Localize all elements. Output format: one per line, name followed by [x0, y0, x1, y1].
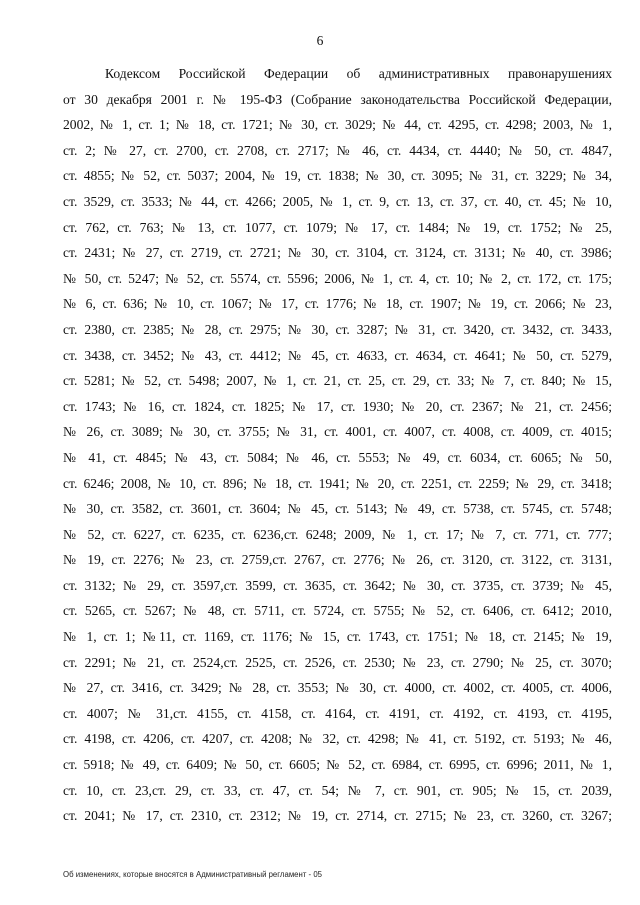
text-line: № 27, ст. 3416, ст. 3429; № 28, ст. 3553; № 30, ст. 4000, ст. 4002, ст. 4005, ст. 4006, — [63, 680, 612, 696]
text-line: ст. 2041; № 17, ст. 2310, ст. 2312; № 19, ст. 2714, ст. 2715; № 23, ст. 3260, ст. 3267; — [63, 808, 612, 824]
text-line: № 41, ст. 4845; № 43, ст. 5084; № 46, ст. 5553; № 49, ст. 6034, ст. 6065; № 50, — [63, 449, 612, 465]
text-line: от 30 декабря 2001 г. № 195-ФЗ (Собрание законодательства Российской Федерации, — [63, 91, 612, 107]
text-line: ст. 5281; № 52, ст. 5498; 2007, № 1, ст. 21, ст. 25, ст. 29, ст. 33; № 7, ст. 840; № 15, — [63, 373, 612, 389]
text-line: ст. 2; № 27, ст. 2700, ст. 2708, ст. 2717; № 46, ст. 4434, ст. 4440; № 50, ст. 4847, — [63, 142, 612, 158]
text-line: № 26, ст. 3089; № 30, ст. 3755; № 31, ст. 4001, ст. 4007, ст. 4008, ст. 4009, ст. 4015; — [63, 424, 612, 440]
text-line: ст. 10, ст. 23,ст. 29, ст. 33, ст. 47, ст. 54; № 7, ст. 901, ст. 905; № 15, ст. 2039, — [63, 782, 612, 798]
text-line: Кодексом Российской Федерации об административных правонарушениях — [105, 66, 612, 81]
text-line: ст. 3132; № 29, ст. 3597,ст. 3599, ст. 3635, ст. 3642; № 30, ст. 3735, ст. 3739; № 45, — [63, 577, 612, 593]
text-line: ст. 4007; № 31,ст. 4155, ст. 4158, ст. 4164, ст. 4191, ст. 4192, ст. 4193, ст. 4195, — [63, 705, 612, 721]
text-line: ст. 5265, ст. 5267; № 48, ст. 5711, ст. 5724, ст. 5755; № 52, ст. 6406, ст. 6412; 2010, — [63, 603, 612, 619]
page-footer: Об изменениях, которые вносятся в Административный регламент - 05 — [63, 870, 322, 879]
text-line: № 19, ст. 2276; № 23, ст. 2759,ст. 2767, ст. 2776; № 26, ст. 3120, ст. 3122, ст. 3131, — [63, 552, 612, 568]
text-line: ст. 2291; № 21, ст. 2524,ст. 2525, ст. 2526, ст. 2530; № 23, ст. 2790; № 25, ст. 3070; — [63, 654, 612, 670]
text-line: ст. 2431; № 27, ст. 2719, ст. 2721; № 30, ст. 3104, ст. 3124, ст. 3131; № 40, ст. 3986; — [63, 245, 612, 261]
text-line: ст. 3529, ст. 3533; № 44, ст. 4266; 2005, № 1, ст. 9, ст. 13, ст. 37, ст. 40, ст. 45; № 10, — [63, 193, 612, 209]
text-line: ст. 1743; № 16, ст. 1824, ст. 1825; № 17, ст. 1930; № 20, ст. 2367; № 21, ст. 2456; — [63, 398, 612, 414]
text-line: № 6, ст. 636; № 10, ст. 1067; № 17, ст. 1776; № 18, ст. 1907; № 19, ст. 2066; № 23, — [63, 296, 612, 312]
text-line: ст. 3438, ст. 3452; № 43, ст. 4412; № 45, ст. 4633, ст. 4634, ст. 4641; № 50, ст. 5279, — [63, 347, 612, 363]
text-line: ст. 4198, ст. 4206, ст. 4207, ст. 4208; № 32, ст. 4298; № 41, ст. 5192, ст. 5193; № 46, — [63, 731, 612, 747]
document-body — [63, 61, 612, 829]
text-line: № 1, ст. 1; №11, ст. 1169, ст. 1176; № 15, ст. 1743, ст. 1751; № 18, ст. 2145; № 19, — [63, 629, 612, 645]
text-line: ст. 762, ст. 763; № 13, ст. 1077, ст. 1079; № 17, ст. 1484; № 19, ст. 1752; № 25, — [63, 219, 612, 235]
text-line: ст. 2380, ст. 2385; № 28, ст. 2975; № 30, ст. 3287; № 31, ст. 3420, ст. 3432, ст. 3433, — [63, 321, 612, 337]
text-line: № 52, ст. 6227, ст. 6235, ст. 6236,ст. 6248; 2009, № 1, ст. 17; № 7, ст. 771, ст. 777; — [63, 526, 612, 542]
text-line: ст. 6246; 2008, № 10, ст. 896; № 18, ст. 1941; № 20, ст. 2251, ст. 2259; № 29, ст. 3418; — [63, 475, 612, 491]
text-line: № 30, ст. 3582, ст. 3601, ст. 3604; № 45, ст. 5143; № 49, ст. 5738, ст. 5745, ст. 5748; — [63, 501, 612, 517]
page-number: 6 — [316, 33, 324, 48]
text-line: № 50, ст. 5247; № 52, ст. 5574, ст. 5596; 2006, № 1, ст. 4, ст. 10; № 2, ст. 172, ст. 175; — [63, 270, 612, 286]
text-line: ст. 5918; № 49, ст. 6409; № 50, ст. 6605; № 52, ст. 6984, ст. 6995, ст. 6996; 2011, № 1, — [63, 757, 612, 773]
text-line: 2002, № 1, ст. 1; № 18, ст. 1721; № 30, ст. 3029; № 44, ст. 4295, ст. 4298; 2003, № 1, — [63, 117, 612, 133]
text-line: ст. 4855; № 52, ст. 5037; 2004, № 19, ст. 1838; № 30, ст. 3095; № 31, ст. 3229; № 34, — [63, 168, 612, 184]
